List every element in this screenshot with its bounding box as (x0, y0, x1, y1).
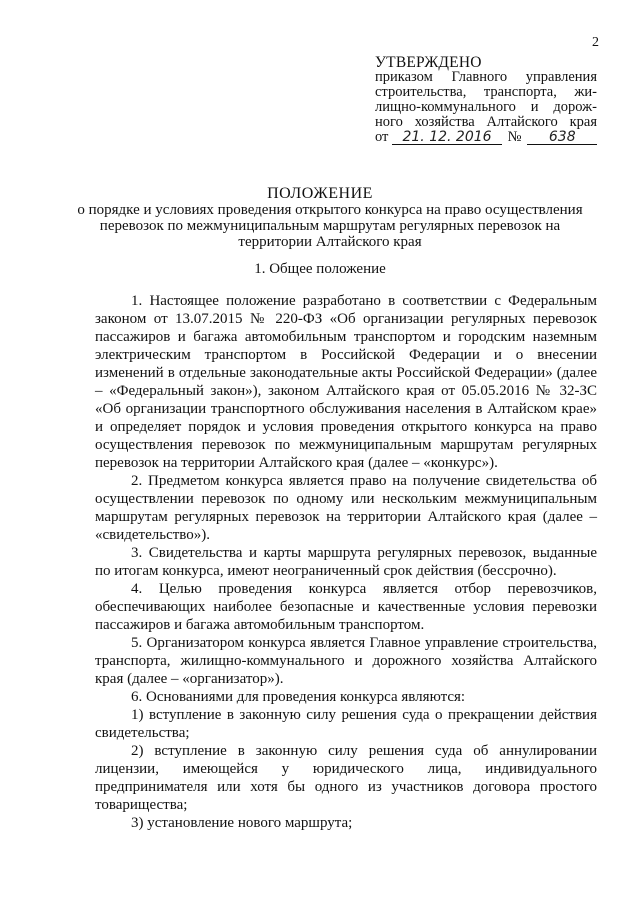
document-title: ПОЛОЖЕНИЕ (267, 185, 373, 202)
date-prefix: от (375, 129, 389, 145)
paragraph: 1. Настоящее положение разработано в соответствии с Федеральным законом от 13.07.2015 № 220-ФЗ «Об организации регулярных перевозок пассажиров и багажа автомобильным транспортом и городским наземным электрическим транспортом в Российской Федерации и о внесении изменений в отдельные законодательные акты Российской Федерации» (далее – «Федеральный закон»), законом Алтайского края от 05.05.2016 № 32-ЗС «Об организации транспортного обслуживания населения в Алтайском крае» и определяет порядок и условия проведения открытого конкурса на право осуществления перевозок по межмуниципальным маршрутам регулярных перевозок на территории Алтайского края (далее – «конкурс»). (95, 293, 597, 471)
approval-line: строительства, транспорта, жи- (375, 84, 597, 100)
document-body (95, 292, 597, 832)
list-item: 1) вступление в законную силу решения суда о прекращении действия свидетельства; (95, 707, 597, 741)
list-item: 3) установление нового маршрута; (131, 815, 353, 831)
approval-date-line (375, 130, 597, 145)
approval-block (375, 55, 597, 145)
handwritten-date: 21. 12. 2016 (392, 130, 501, 145)
handwritten-number: 638 (527, 130, 597, 145)
paragraph: 5. Организатором конкурса является Главное управление строительства, транспорта, жилищно-коммунального и дорожного хозяйства Алтайского края (далее – «организатор»). (95, 635, 597, 687)
document-subtitle: о порядке и условиях проведения открытого конкурса на право осуществления перевозок по межмуниципальным маршрутам регулярных перевозок на территории Алтайского края (77, 202, 583, 250)
approval-line: ного хозяйства Алтайского края (375, 114, 597, 130)
paragraph: 6. Основаниями для проведения конкурса являются: (131, 689, 466, 705)
paragraph: 2. Предметом конкурса является право на получение свидетельства об осуществлении перевозок по одному или нескольким межмуниципальным маршрутам регулярных перевозок на территории Алтайского края (далее – «свидетельство»). (95, 473, 597, 543)
page-number: 2 (592, 35, 599, 50)
list-item: 2) вступление в законную силу решения суда об аннулировании лицензии, имеющейся у юридического лица, индивидуального предпринимателя или хотя бы одного из участников договора простого товарищества; (95, 743, 597, 813)
section-heading: 1. Общее положение (254, 261, 386, 277)
approval-line: приказом Главного управления (375, 69, 597, 85)
paragraph: 3. Свидетельства и карты маршрута регулярных перевозок, выданные по итогам конкурса, имеют неограниченный срок действия (бессрочно). (95, 545, 597, 579)
approval-line: лищно-коммунального и дорож- (375, 99, 597, 115)
paragraph: 4. Целью проведения конкурса является отбор перевозчиков, обеспечивающих наиболее безопасные и качественные условия перевозки пассажиров и багажа автомобильным транспортом. (95, 581, 597, 633)
number-prefix: № (507, 129, 522, 145)
approval-title: УТВЕРЖДЕНО (375, 54, 482, 71)
